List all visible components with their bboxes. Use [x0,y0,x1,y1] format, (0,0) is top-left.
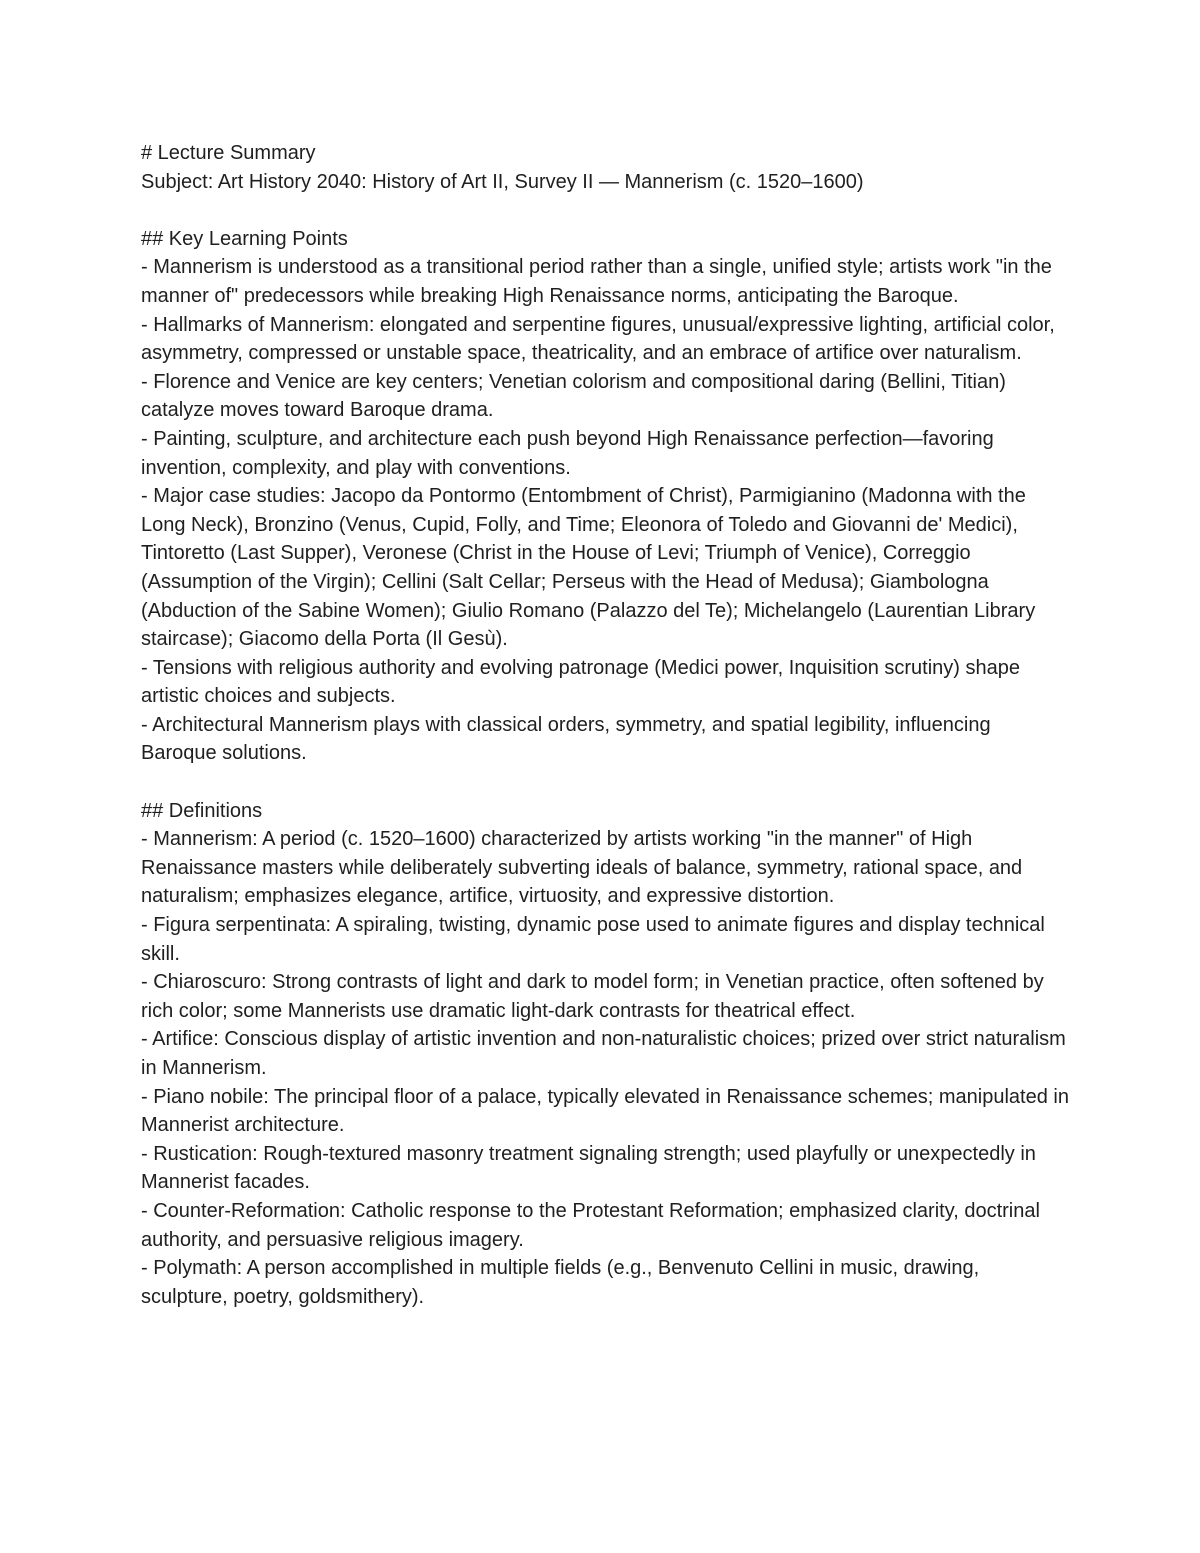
definition-item: - Piano nobile: The principal floor of a palace, typically elevated in Renaissance schemes; manipulated in Mannerist architecture. [141,1085,1069,1137]
spacer [141,768,1071,797]
definitions-heading: ## Definitions [141,799,263,822]
document-page [141,139,1071,1311]
key-point-item: - Tensions with religious authority and evolving patronage (Medici power, Inquisition scrutiny) shape artistic choices and subjects. [141,656,1020,708]
definition-item: - Figura serpentinata: A spiraling, twisting, dynamic pose used to animate figures and display technical skill. [141,914,1045,965]
definition-item: - Artifice: Conscious display of artistic invention and non-naturalistic choices; prized over strict naturalism in Mannerism. [141,1028,1066,1079]
key-point-item: - Major case studies: Jacopo da Pontormo (Entombment of Christ), Parmigianino (Madonna with the Long Neck), Bronzino (Venus, Cupid, Folly, and Time; Eleonora of Toledo and Giovanni de' Medici), Tintoretto (Last Supper), Veronese (Christ in the House of Levi; Triumph of Venice), Correggio (Assumption of the Virgin); Cellini (Salt Cellar; Perseus with the Head of Medusa); Giambologna (Abduction of the Sabine Women); Giulio Romano (Palazzo del Te); Michelangelo (Laurentian Library staircase); Giacomo della Porta (Il Gesù). [141,485,1036,651]
document-title: # Lecture Summary [141,142,316,164]
key-point-item: - Hallmarks of Mannerism: elongated and serpentine figures, unusual/expressive lighting, artificial color, asymmetry, compressed or unstable space, theatricality, and an embrace of artifice over naturalism. [141,313,1055,365]
key-points-heading: ## Key Learning Points [141,227,348,250]
definition-item: - Counter-Reformation: Catholic response to the Protestant Reformation; emphasized clarity, doctrinal authority, and persuasive religious imagery. [141,1199,1040,1251]
definition-item: - Rustication: Rough-textured masonry treatment signaling strength; used playfully or unexpectedly in Mannerist facades. [141,1142,1036,1194]
key-point-item: - Florence and Venice are key centers; Venetian colorism and compositional daring (Bellini, Titian) catalyze moves toward Baroque drama. [141,370,1006,422]
definition-item: - Chiaroscuro: Strong contrasts of light and dark to model form; in Venetian practice, often softened by rich color; some Mannerists use dramatic light-dark contrasts for theatrical effect. [141,971,1044,1022]
key-point-item: - Architectural Mannerism plays with classical orders, symmetry, and spatial legibility, influencing Baroque solutions. [141,713,991,765]
document-subject: Subject: Art History 2040: History of Art II, Survey II — Mannerism (c. 1520–1600) [141,170,864,193]
spacer [141,196,1071,225]
key-point-item: - Mannerism is understood as a transitional period rather than a single, unified style; artists work "in the manner of" predecessors while breaking High Renaissance norms, anticipating the Baroque. [141,256,1052,307]
definition-item: - Mannerism: A period (c. 1520–1600) characterized by artists working "in the manner" of High Renaissance masters while deliberately subverting ideals of balance, symmetry, rational space, and naturalism; emphasizes elegance, artifice, virtuosity, and expressive distortion. [141,828,1023,908]
key-point-item: - Painting, sculpture, and architecture each push beyond High Renaissance perfection—favoring invention, complexity, and play with conventions. [141,427,994,479]
definition-item: - Polymath: A person accomplished in multiple fields (e.g., Benvenuto Cellini in music, drawing, sculpture, poetry, goldsmithery). [141,1257,980,1308]
